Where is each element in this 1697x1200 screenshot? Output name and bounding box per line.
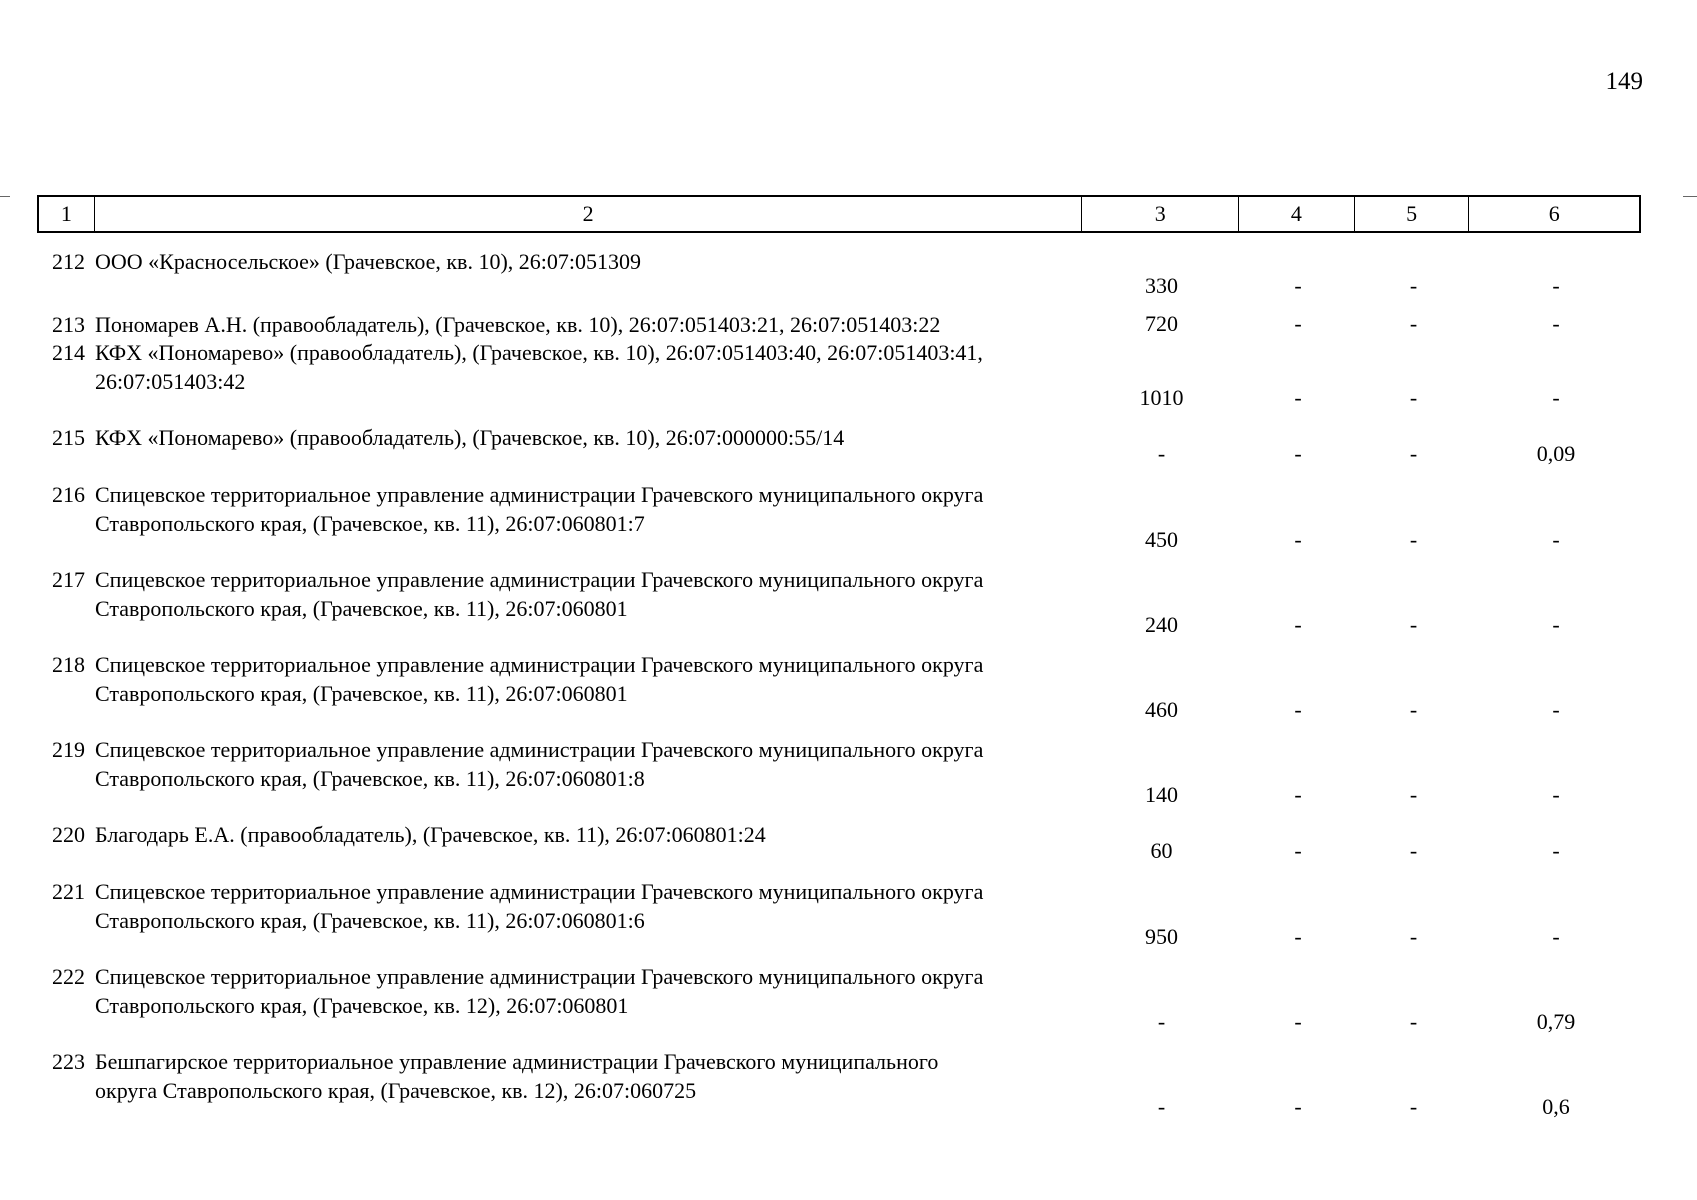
row-value-col-4: - [1294, 612, 1302, 638]
row-value-col-6: - [1552, 273, 1560, 299]
row-description: Спицевское территориальное управление администрации Грачевского муниципального округа Ставропольского края, (Грачевское, кв. 12), 26:07:060801 [95, 964, 984, 1018]
row-value-col-4: - [1294, 1094, 1302, 1120]
row-value-col-6: 0,6 [1542, 1094, 1570, 1120]
row-value-col-3: 450 [1145, 527, 1178, 553]
page-number: 149 [1605, 68, 1643, 95]
row-description: КФХ «Пономарево» (правообладатель), (Грачевское, кв. 10), 26:07:051403:40, 26:07:051403:41, 26:07:051403:42 [95, 340, 983, 394]
row-description: Спицевское территориальное управление администрации Грачевского муниципального округа Ставропольского края, (Грачевское, кв. 11), 26:07:060801:8 [95, 737, 984, 791]
row-number: 218 [52, 652, 85, 677]
row-value-col-4: - [1294, 273, 1302, 299]
row-value-col-3: 140 [1145, 782, 1178, 808]
row-value-col-4: - [1294, 782, 1302, 808]
table-body [37, 248, 1641, 1133]
row-value-col-5: - [1409, 527, 1418, 553]
table-header [37, 195, 1641, 233]
row-value-col-5: - [1409, 311, 1418, 337]
row-value-col-5: - [1409, 1094, 1418, 1120]
row-value-col-5: - [1409, 697, 1418, 723]
row-value-col-6: - [1552, 527, 1560, 553]
header-col-1: 1 [39, 197, 95, 231]
table-row [37, 339, 1641, 424]
row-value-col-4: - [1294, 697, 1302, 723]
header-col-3: 3 [1082, 197, 1239, 231]
row-value-col-3: - [1157, 1094, 1166, 1120]
row-value-col-4: - [1294, 924, 1302, 950]
table-row [37, 821, 1641, 878]
row-description: Спицевское территориальное управление администрации Грачевского муниципального округа Ставропольского края, (Грачевское, кв. 11), 26:07:060801:6 [95, 879, 984, 933]
row-value-col-6: 0,79 [1536, 1009, 1576, 1035]
row-value-col-5: - [1409, 441, 1418, 467]
table-row [37, 566, 1641, 651]
row-value-col-5: - [1409, 782, 1418, 808]
row-value-col-4: - [1294, 385, 1302, 411]
row-value-col-4: - [1294, 527, 1302, 553]
row-description: КФХ «Пономарево» (правообладатель), (Грачевское, кв. 10), 26:07:000000:55/14 [95, 425, 845, 450]
row-value-col-6: - [1552, 311, 1560, 337]
row-value-col-3: - [1157, 441, 1166, 467]
row-number: 215 [52, 425, 85, 450]
row-description: Спицевское территориальное управление администрации Грачевского муниципального округа Ставропольского края, (Грачевское, кв. 11), 26:07:060801 [95, 652, 984, 706]
table-row [37, 248, 1641, 311]
edge-mark-right [1683, 196, 1697, 197]
row-value-col-3: 950 [1145, 924, 1178, 950]
row-number: 223 [52, 1049, 85, 1074]
row-value-col-5: - [1409, 385, 1418, 411]
row-value-col-5: - [1409, 924, 1418, 950]
row-description: Спицевское территориальное управление администрации Грачевского муниципального округа Ставропольского края, (Грачевское, кв. 11), 26:07:060801:7 [95, 482, 984, 536]
table-row [37, 1048, 1641, 1133]
row-value-col-4: - [1294, 1009, 1302, 1035]
row-value-col-6: - [1552, 697, 1560, 723]
row-value-col-3: 330 [1145, 273, 1178, 299]
row-value-col-6: - [1552, 838, 1560, 864]
row-number: 214 [52, 340, 85, 365]
row-description: Благодарь Е.А. (правообладатель), (Грачевское, кв. 11), 26:07:060801:24 [95, 822, 766, 847]
row-value-col-6: - [1552, 612, 1560, 638]
row-number: 222 [52, 964, 85, 989]
row-value-col-3: 1010 [1139, 385, 1184, 411]
row-number: 220 [52, 822, 85, 847]
row-number: 216 [52, 482, 85, 507]
table-row [37, 481, 1641, 566]
row-value-col-3: 460 [1145, 697, 1178, 723]
row-value-col-3: 240 [1145, 612, 1178, 638]
row-description: Бешпагирское территориальное управление администрации Грачевского муниципального округа Ставропольского края, (Грачевское, кв. 12), 26:07:060725 [95, 1049, 939, 1103]
row-number: 221 [52, 879, 85, 904]
row-number: 212 [52, 249, 85, 274]
row-value-col-5: - [1409, 838, 1418, 864]
table-row [37, 963, 1641, 1048]
row-description: Пономарев А.Н. (правообладатель), (Грачевское, кв. 10), 26:07:051403:21, 26:07:051403:22 [95, 312, 941, 337]
row-value-col-6: 0,09 [1536, 441, 1576, 467]
table-row [37, 424, 1641, 481]
header-col-2: 2 [95, 197, 1083, 231]
row-value-col-3: 720 [1145, 311, 1178, 337]
edge-mark-left [0, 196, 10, 197]
row-value-col-5: - [1409, 612, 1418, 638]
table-row [37, 878, 1641, 963]
row-value-col-3: 60 [1150, 838, 1173, 864]
row-description: Спицевское территориальное управление администрации Грачевского муниципального округа Ставропольского края, (Грачевское, кв. 11), 26:07:060801 [95, 567, 984, 621]
row-number: 217 [52, 567, 85, 592]
header-col-5: 5 [1355, 197, 1470, 231]
row-value-col-4: - [1294, 311, 1302, 337]
row-value-col-6: - [1552, 924, 1560, 950]
row-value-col-5: - [1409, 273, 1418, 299]
row-value-col-6: - [1552, 385, 1560, 411]
row-value-col-3: - [1157, 1009, 1166, 1035]
table-row [37, 736, 1641, 821]
row-number: 219 [52, 737, 85, 762]
header-col-6: 6 [1548, 200, 1560, 226]
header-col-4: 4 [1239, 197, 1355, 231]
row-value-col-5: - [1409, 1009, 1418, 1035]
row-value-col-4: - [1294, 838, 1302, 864]
table-row [37, 651, 1641, 736]
row-value-col-6: - [1552, 782, 1560, 808]
row-number: 213 [52, 312, 85, 337]
table-row [37, 311, 1641, 339]
row-value-col-4: - [1294, 441, 1302, 467]
row-description: ООО «Красносельское» (Грачевское, кв. 10), 26:07:051309 [95, 249, 641, 274]
